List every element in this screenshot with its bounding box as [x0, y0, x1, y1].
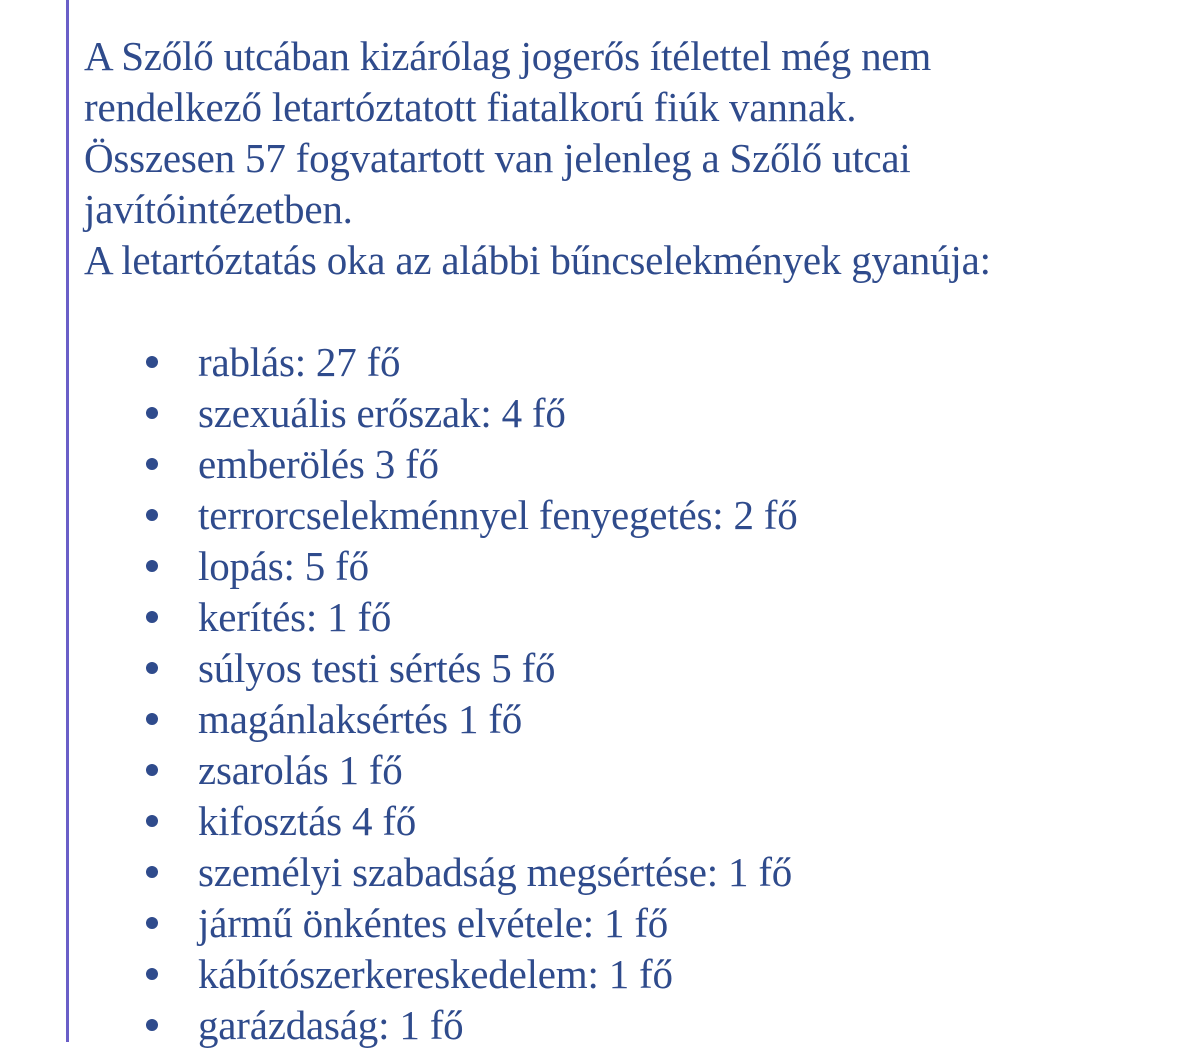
intro-line: A Szőlő utcában kizárólag jogerős ítélettel még nem [84, 33, 932, 79]
list-item-text: emberölés 3 fő [198, 441, 439, 487]
list-item [84, 847, 1184, 898]
list-item-text: magánlaksértés 1 fő [198, 696, 523, 742]
document-body [84, 31, 1184, 1051]
list-item-text: zsarolás 1 fő [198, 747, 403, 793]
list-item [84, 541, 1184, 592]
bullet-icon [146, 866, 158, 878]
list-item [84, 643, 1184, 694]
list-item-text: kábítószerkereskedelem: 1 fő [198, 951, 673, 997]
list-item-text: rablás: 27 fő [198, 339, 401, 385]
list-item-text: terrorcselekménnyel fenyegetés: 2 fő [198, 492, 798, 538]
crime-list [84, 337, 1184, 1051]
bullet-icon [146, 1019, 158, 1031]
list-item-text: jármű önkéntes elvétele: 1 fő [198, 900, 669, 946]
bullet-icon [146, 356, 158, 368]
list-item [84, 898, 1184, 949]
list-item [84, 745, 1184, 796]
list-item [84, 949, 1184, 1000]
list-item-text: kifosztás 4 fő [198, 798, 417, 844]
bullet-icon [146, 713, 158, 725]
bullet-icon [146, 611, 158, 623]
list-item [84, 490, 1184, 541]
bullet-icon [146, 917, 158, 929]
intro-line: A letartóztatás oka az alábbi bűncselekmények gyanúja: [84, 237, 991, 283]
spacer [84, 286, 1184, 337]
bullet-icon [146, 560, 158, 572]
list-item [84, 694, 1184, 745]
bullet-icon [146, 458, 158, 470]
bullet-icon [146, 968, 158, 980]
list-item [84, 388, 1184, 439]
list-item-text: lopás: 5 fő [198, 543, 369, 589]
list-item-text: súlyos testi sértés 5 fő [198, 645, 556, 691]
list-item [84, 439, 1184, 490]
list-item-text: személyi szabadság megsértése: 1 fő [198, 849, 793, 895]
quote-bar [66, 0, 69, 1042]
bullet-icon [146, 815, 158, 827]
bullet-icon [146, 407, 158, 419]
intro-line: rendelkező letartóztatott fiatalkorú fiúk vannak. [84, 84, 857, 130]
bullet-icon [146, 764, 158, 776]
list-item [84, 796, 1184, 847]
list-item [84, 337, 1184, 388]
list-item-text: garázdaság: 1 fő [198, 1002, 464, 1048]
intro-line: javítóintézetben. [84, 186, 353, 232]
list-item [84, 1000, 1184, 1051]
list-item [84, 592, 1184, 643]
list-item-text: szexuális erőszak: 4 fő [198, 390, 566, 436]
list-item-text: kerítés: 1 fő [198, 594, 392, 640]
bullet-icon [146, 662, 158, 674]
intro-line: Összesen 57 fogvatartott van jelenleg a Szőlő utcai [84, 135, 911, 181]
bullet-icon [146, 509, 158, 521]
